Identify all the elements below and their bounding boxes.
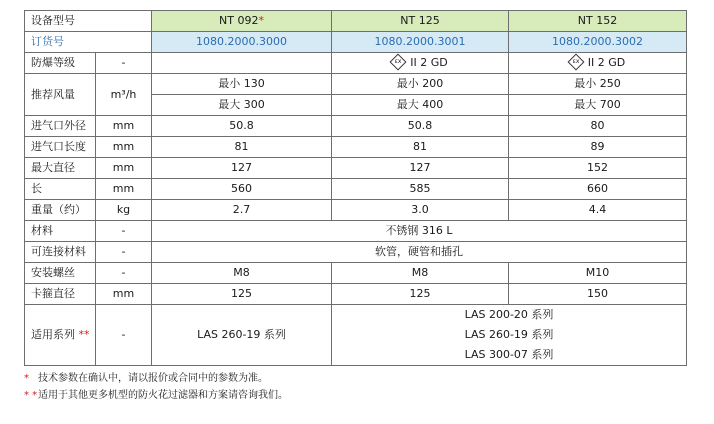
model-nt152: NT 152: [509, 11, 687, 32]
row-unit: mm: [96, 158, 152, 179]
bolt-row: [25, 263, 687, 284]
airflow-min: 最小 130: [152, 74, 332, 95]
connectable-row: [25, 242, 687, 263]
cell-value: 127: [152, 158, 332, 179]
row-unit: mm: [96, 284, 152, 305]
cell-value: 585: [332, 179, 509, 200]
clamp-row: [25, 284, 687, 305]
series-item: LAS 300-07 系列: [464, 348, 554, 361]
airflow-min-row: [25, 74, 687, 95]
cell-value: 152: [509, 158, 687, 179]
airflow-max: 最大 300: [152, 95, 332, 116]
cell-value: 89: [509, 137, 687, 158]
row-label: 进气口长度: [25, 137, 96, 158]
airflow-min: 最小 200: [332, 74, 509, 95]
row-unit: mm: [96, 179, 152, 200]
cell-value: 560: [152, 179, 332, 200]
explosion-class: II 2 GD: [587, 56, 626, 69]
cell-value: M8: [152, 263, 332, 284]
footnote-marker: * *: [24, 390, 38, 401]
row-unit: mm: [96, 116, 152, 137]
spec-row: [25, 179, 687, 200]
cell-value: 127: [332, 158, 509, 179]
row-label: 材料: [25, 221, 96, 242]
cell-value: M8: [332, 263, 509, 284]
explosion-class-cell: [332, 53, 509, 74]
cell-value: 125: [332, 284, 509, 305]
cell-value: 2.7: [152, 200, 332, 221]
footnote: [24, 387, 288, 404]
row-label: 长: [25, 179, 96, 200]
spec-row: [25, 137, 687, 158]
cell-value: 125: [152, 284, 332, 305]
row-label: 最大直径: [25, 158, 96, 179]
order-row: [25, 32, 687, 53]
footnote-marker: *: [258, 14, 264, 27]
row-unit: -: [96, 221, 152, 242]
airflow-min: 最小 250: [509, 74, 687, 95]
row-label: 可连接材料: [25, 242, 96, 263]
row-unit: m³/h: [96, 74, 152, 116]
ex-atex-icon: εx: [390, 54, 407, 71]
footnote: [24, 370, 288, 387]
ex-atex-icon: εx: [567, 54, 584, 71]
cell-value: 81: [332, 137, 509, 158]
header-row: [25, 11, 687, 32]
row-label: 重量（约）: [25, 200, 96, 221]
order-number: 1080.2000.3000: [152, 32, 332, 53]
order-number: 1080.2000.3001: [332, 32, 509, 53]
material-row: [25, 221, 687, 242]
cell-value: 3.0: [332, 200, 509, 221]
footnote-text: 适用于其他更多机型的防火花过滤器和方案请咨询我们。: [38, 390, 288, 401]
explosion-row: [25, 53, 687, 74]
cell-value: 50.8: [332, 116, 509, 137]
model-nt092: NT 092*: [152, 11, 332, 32]
header-label: 设备型号: [25, 11, 152, 32]
row-label: 卡箍直径: [25, 284, 96, 305]
row-label: 安装螺丝: [25, 263, 96, 284]
order-label: 订货号: [25, 32, 152, 53]
footnote-marker: *: [24, 373, 29, 384]
spec-row: [25, 158, 687, 179]
explosion-class: [152, 53, 332, 74]
material-value: 不锈钢 316 L: [152, 221, 687, 242]
airflow-max: 最大 700: [509, 95, 687, 116]
order-number: 1080.2000.3002: [509, 32, 687, 53]
series-item: LAS 260-19 系列: [464, 328, 554, 341]
series-value: LAS 260-19 系列: [152, 305, 332, 366]
cell-value: 81: [152, 137, 332, 158]
connectable-value: 软管，硬管和插孔: [152, 242, 687, 263]
spec-table: [24, 10, 687, 366]
cell-value: 660: [509, 179, 687, 200]
row-unit: -: [96, 263, 152, 284]
row-unit: mm: [96, 137, 152, 158]
footnotes: [24, 370, 288, 404]
spec-row: [25, 200, 687, 221]
series-list: [332, 305, 687, 366]
row-unit: kg: [96, 200, 152, 221]
cell-value: 150: [509, 284, 687, 305]
explosion-class: II 2 GD: [410, 56, 448, 69]
row-unit: -: [96, 305, 152, 366]
cell-value: 4.4: [509, 200, 687, 221]
airflow-max: 最大 400: [332, 95, 509, 116]
row-label: 推荐风量: [25, 74, 96, 116]
series-item: LAS 200-20 系列: [464, 308, 554, 321]
footnote-marker: **: [78, 328, 90, 341]
row-unit: -: [96, 53, 152, 74]
spec-row: [25, 116, 687, 137]
explosion-class-cell: [509, 53, 687, 74]
row-label: 进气口外径: [25, 116, 96, 137]
cell-value: 80: [509, 116, 687, 137]
cell-value: 50.8: [152, 116, 332, 137]
model-nt125: NT 125: [332, 11, 509, 32]
footnote-text: 技术参数在确认中，请以报价或合同中的参数为准。: [38, 373, 268, 384]
cell-value: M10: [509, 263, 687, 284]
row-unit: -: [96, 242, 152, 263]
row-label: 防爆等级: [25, 53, 96, 74]
series-row: [25, 305, 687, 366]
row-label: 适用系列 **: [25, 305, 96, 366]
